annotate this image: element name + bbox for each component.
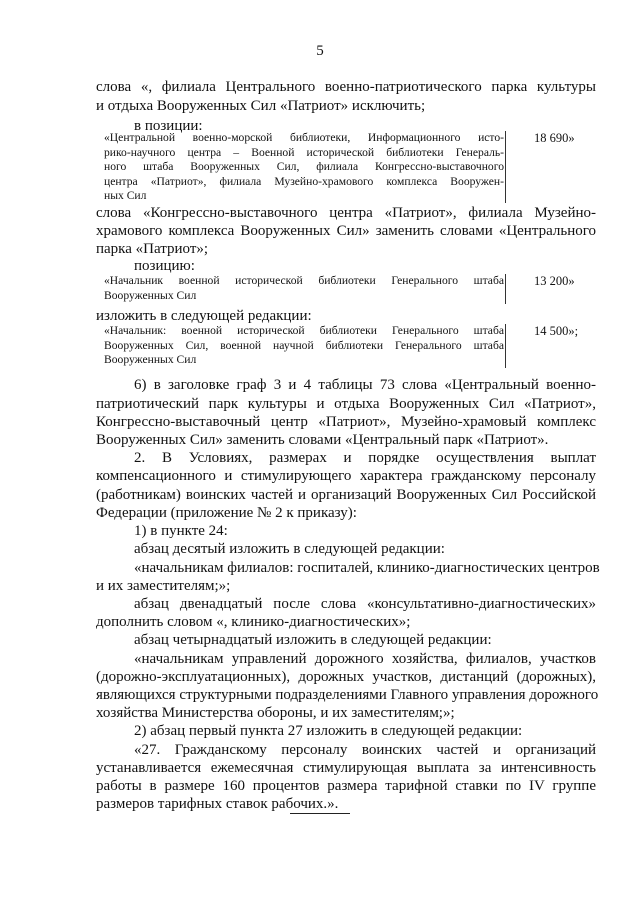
text-line: храмового комплекса Вооруженных Сил» заменить словами «Центрального (96, 223, 596, 239)
text-line: «начальникам филиалов: госпиталей, клинико-диагностических центров (134, 560, 600, 576)
end-separator (290, 813, 350, 814)
text-line: Конгрессно-выставочный центр «Патриот», Музейно-храмовый комплекс (96, 414, 596, 430)
text-line: хозяйства Министерства обороны, и их заместителям;»; (96, 705, 455, 721)
row-line: центра «Патриот», филиала Музейно-храмового комплекса Вооружен- (104, 174, 504, 188)
column-divider (505, 274, 506, 304)
row-line: рико-научного центра – Военной исторической библиотеки Генераль- (104, 145, 504, 159)
text-line: патриотический парк культуры и отдыха Вооруженных Сил «Патриот», (96, 396, 596, 412)
page-number: 5 (316, 43, 324, 59)
text-line: и отдыха Вооруженных Сил «Патриот» исключить; (96, 98, 426, 114)
text-line: являющихся структурными подразделениями Главного управления дорожного (96, 687, 599, 703)
column-divider (505, 131, 506, 203)
item-2: 2) абзац первый пункта 27 изложить в следующей редакции: (134, 723, 523, 739)
text-line: «начальникам управлений дорожного хозяйства, филиалов, участков (134, 651, 596, 667)
row-line: ного штаба Вооруженных Сил, филиала Конгрессно-выставочного (104, 160, 504, 174)
row-line: Вооруженных Сил, военной научной библиотеки Генерального штаба (104, 338, 504, 352)
text-line: 6) в заголовке граф 3 и 4 таблицы 73 слова «Центральный военно- (134, 377, 596, 393)
text-line: абзац двенадцатый после слова «консультативно-диагностических» (134, 596, 596, 612)
row-line: Вооруженных Сил (104, 353, 197, 367)
text-line: и их заместителям;»; (96, 578, 231, 594)
text-line: (работникам) воинских частей и организаций Вооруженных Сил Российской (96, 487, 596, 503)
text-line: работы в размере 160 процентов размера тарифной ставки по IV группе (96, 778, 596, 794)
row-line: «Начальник военной исторической библиотеки Генерального штаба (104, 274, 504, 287)
text-line: парка «Патриот»; (96, 241, 209, 257)
label-v-pozicii: в позиции: (134, 118, 203, 134)
row-line: Вооруженных Сил (104, 288, 197, 302)
row-description (104, 131, 504, 204)
row-description (104, 274, 504, 303)
row-line: ных Сил (104, 189, 147, 203)
text-line: (дорожно-эксплуатационных), дорожных участков, дистанций (дорожных), (96, 669, 596, 685)
text-line: «27. Гражданскому персоналу воинских частей и организаций (134, 742, 596, 758)
text-line: дополнить словом «, клинико-диагностических»; (96, 614, 411, 630)
label-poziciyu: позицию: (134, 258, 195, 274)
row-line: «Центральной военно-морской библиотеки, Информационного исто- (104, 131, 504, 144)
row-description (104, 324, 504, 368)
text-line: размеров тарифных ставок рабочих.». (96, 796, 339, 812)
text-line: 2. В Условиях, размерах и порядке осуществления выплат (134, 450, 596, 466)
text-line: Вооруженных Сил» заменить словами «Центральный парк «Патриот». (96, 432, 549, 448)
row-line: «Начальник: военной исторической библиотеки Генерального штаба (104, 324, 504, 337)
text-line: Федерации (приложение № 2 к приказу): (96, 505, 357, 521)
column-divider (505, 324, 506, 368)
row-value: 18 690» (534, 131, 575, 145)
abz-10: абзац десятый изложить в следующей редакции: (134, 541, 445, 557)
text-line: устанавливается ежемесячная стимулирующая выплата за интенсивность (96, 760, 596, 776)
text-line: слова «, филиала Центрального военно-патриотического парка культуры (96, 79, 596, 95)
item-1: 1) в пункте 24: (134, 523, 228, 539)
row-value: 13 200» (534, 274, 575, 288)
text-line: слова «Конгрессно-выставочного центра «Патриот», филиала Музейно- (96, 205, 596, 221)
row-value: 14 500»; (534, 324, 579, 338)
text-line: компенсационного и стимулирующего характера гражданскому персоналу (96, 468, 596, 484)
label-izlozhit: изложить в следующей редакции: (96, 308, 312, 324)
abz-14: абзац четырнадцатый изложить в следующей редакции: (134, 632, 492, 648)
